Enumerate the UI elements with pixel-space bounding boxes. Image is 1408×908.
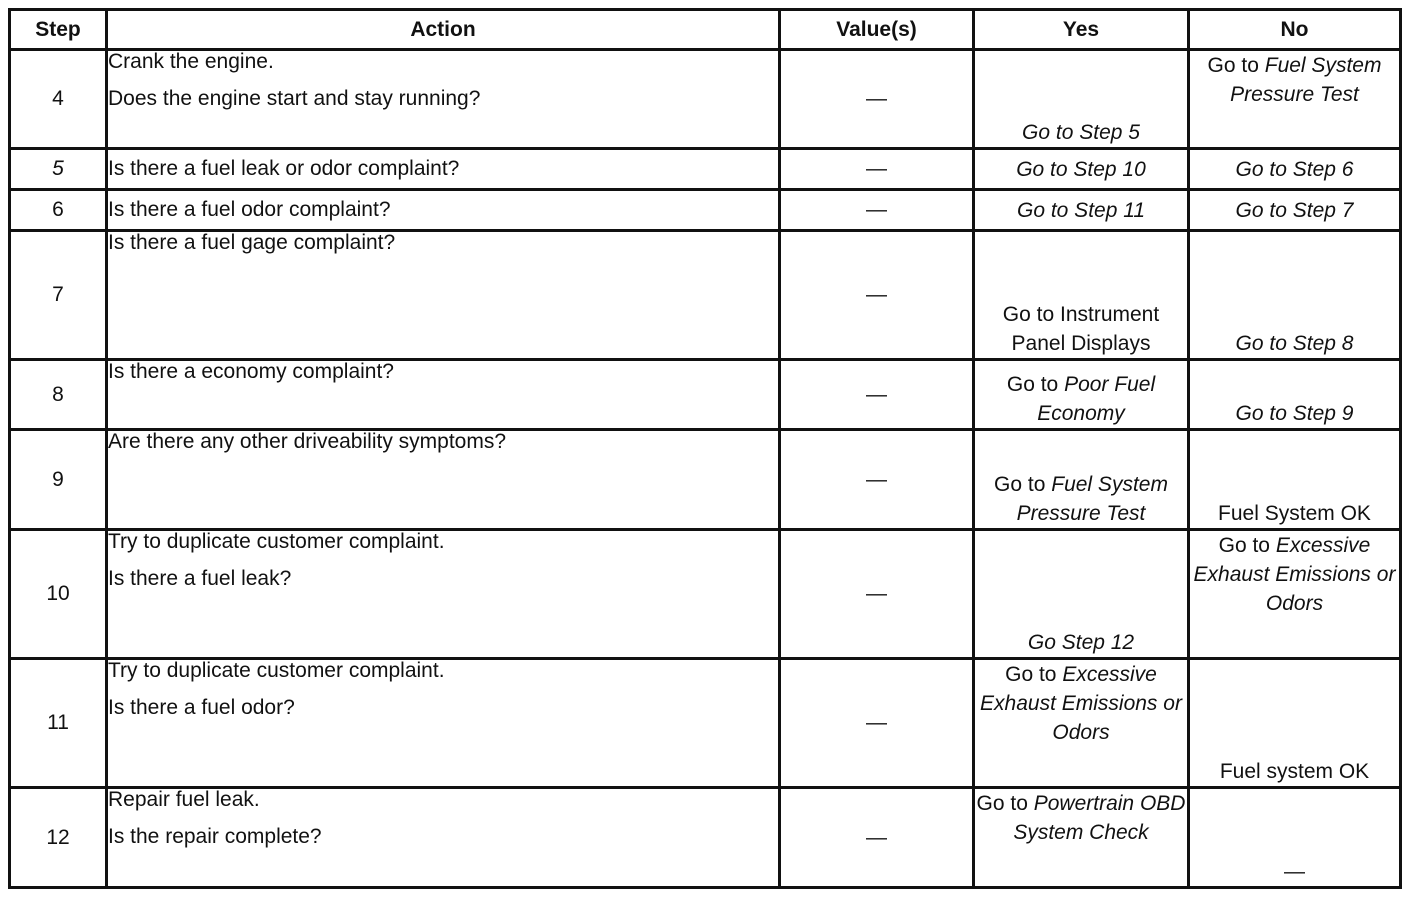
action-line: Is the repair complete? [108, 825, 322, 848]
action-cell [107, 530, 780, 659]
no-cell [1189, 149, 1401, 190]
no-text: Go to [1218, 534, 1276, 557]
yes-link: Poor Fuel Economy [1037, 373, 1156, 425]
table-row [10, 530, 1401, 659]
header-values: Value(s) [780, 10, 974, 50]
no-text: Fuel system OK [1219, 760, 1370, 783]
yes-cell [974, 50, 1189, 149]
table-row [10, 788, 1401, 888]
no-cell [1189, 50, 1401, 149]
header-step: Step [10, 10, 107, 50]
action-line: Try to duplicate customer complaint. [108, 659, 445, 682]
yes-link: Go to Step 10 [1016, 157, 1146, 181]
value-cell: — [780, 231, 974, 360]
action-line: Is there a fuel odor complaint? [108, 198, 391, 221]
value-cell: — [780, 190, 974, 231]
yes-text: Go to [976, 792, 1034, 815]
header-action: Action [107, 10, 780, 50]
action-line: Is there a fuel gage complaint? [108, 231, 396, 254]
yes-cell [974, 231, 1189, 360]
yes-cell [974, 659, 1189, 788]
yes-text: Go to [994, 473, 1052, 496]
step-number: 5 [10, 149, 107, 190]
action-line: Is there a fuel leak? [108, 567, 292, 590]
table-row [10, 50, 1401, 149]
action-cell [107, 190, 780, 231]
step-number: 6 [10, 190, 107, 231]
action-line: Is there a fuel odor? [108, 696, 295, 719]
header-row [10, 10, 1401, 50]
yes-cell [974, 360, 1189, 430]
action-cell [107, 231, 780, 360]
no-cell [1189, 530, 1401, 659]
value-cell: — [780, 788, 974, 888]
no-cell [1189, 190, 1401, 231]
action-line: Does the engine start and stay running? [108, 87, 481, 110]
value-cell: — [780, 659, 974, 788]
value-cell: — [780, 360, 974, 430]
header-no: No [1189, 10, 1401, 50]
yes-cell [974, 788, 1189, 888]
action-line: Try to duplicate customer complaint. [108, 530, 445, 553]
action-cell [107, 430, 780, 530]
yes-link: Go to Step 5 [1022, 121, 1140, 144]
no-link: Go to Step 8 [1235, 332, 1354, 355]
table-row [10, 149, 1401, 190]
step-number: 8 [10, 360, 107, 430]
value-cell: — [780, 430, 974, 530]
action-cell [107, 149, 780, 190]
yes-cell [974, 149, 1189, 190]
no-link: Go to Step 7 [1235, 198, 1354, 222]
no-cell [1189, 360, 1401, 430]
yes-link: Fuel System Pressure Test [1016, 473, 1168, 525]
step-number: 10 [10, 530, 107, 659]
action-cell [107, 788, 780, 888]
no-cell [1189, 659, 1401, 788]
step-number: 11 [10, 659, 107, 788]
action-cell [107, 50, 780, 149]
step-number: 12 [10, 788, 107, 888]
value-cell: — [780, 530, 974, 659]
header-yes: Yes [974, 10, 1189, 50]
yes-cell [974, 530, 1189, 659]
yes-cell [974, 190, 1189, 231]
step-number: 9 [10, 430, 107, 530]
yes-text: Go to Instrument Panel Displays [1002, 303, 1160, 355]
no-cell [1189, 788, 1401, 888]
no-cell [1189, 231, 1401, 360]
action-line: Crank the engine. [108, 50, 274, 73]
yes-text: Go to [1005, 663, 1063, 686]
action-cell [107, 360, 780, 430]
table-row [10, 360, 1401, 430]
no-text: Fuel System OK [1218, 502, 1371, 525]
action-line: Are there any other driveability symptoms? [108, 430, 507, 453]
yes-link: Powertrain OBD System Check [1013, 792, 1186, 844]
action-line: Is there a fuel leak or odor complaint? [108, 157, 460, 180]
table-row [10, 659, 1401, 788]
yes-link: Go to Step 11 [1016, 198, 1146, 222]
yes-cell [974, 430, 1189, 530]
no-text: — [1284, 860, 1305, 883]
step-number: 7 [10, 231, 107, 360]
table-row [10, 231, 1401, 360]
diagnostic-table [8, 8, 1402, 889]
step-number: 4 [10, 50, 107, 149]
table-row [10, 430, 1401, 530]
action-line: Is there a economy complaint? [108, 360, 394, 383]
value-cell: — [780, 50, 974, 149]
no-cell [1189, 430, 1401, 530]
value-cell: — [780, 149, 974, 190]
yes-text: Go to [1006, 373, 1065, 396]
yes-link: Go Step 12 [1027, 631, 1135, 654]
no-link: Go to Step 9 [1235, 402, 1354, 425]
no-link: Excessive Exhaust Emissions or Odors [1193, 534, 1396, 615]
action-cell [107, 659, 780, 788]
no-text: Go to [1207, 54, 1265, 77]
table-row [10, 190, 1401, 231]
no-link: Go to Step 6 [1235, 157, 1354, 181]
action-line: Repair fuel leak. [108, 788, 260, 811]
yes-link: Excessive Exhaust Emissions or Odors [980, 663, 1182, 744]
no-link: Fuel System Pressure Test [1230, 54, 1382, 106]
